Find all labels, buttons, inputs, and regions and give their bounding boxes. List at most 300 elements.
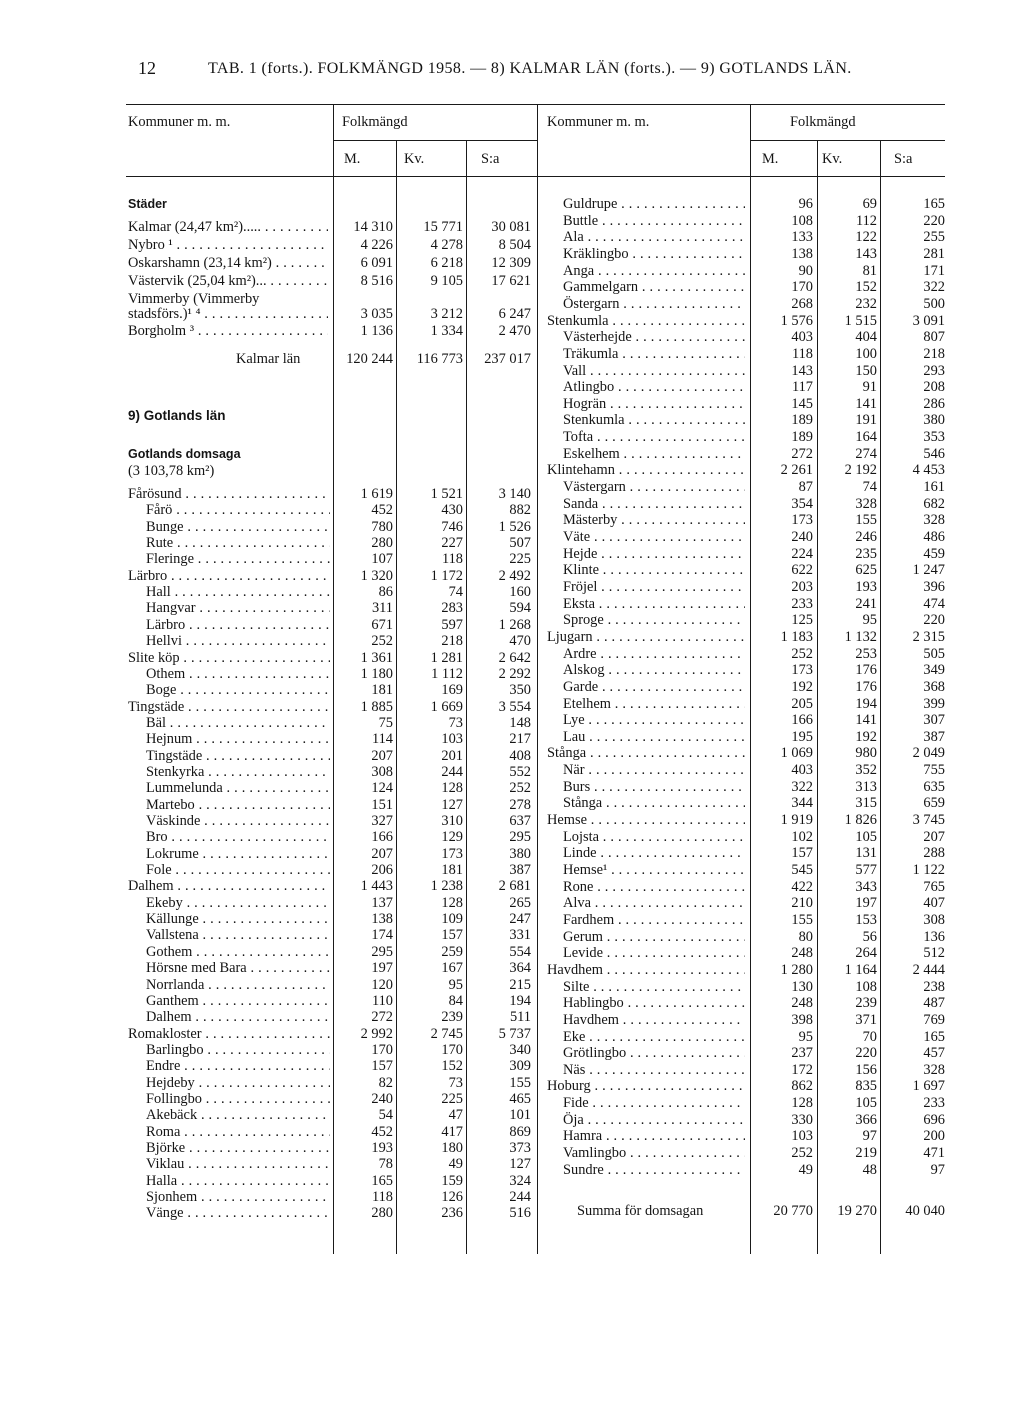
commune-name: Fårö . . .	[146, 501, 330, 519]
commune-sa: 512	[923, 945, 945, 962]
city-kv: 4 278	[430, 237, 463, 253]
city-m: 8 516	[360, 273, 393, 289]
commune-m: 181	[371, 682, 393, 699]
commune-m: 344	[791, 795, 813, 812]
commune-m: 49	[798, 1161, 813, 1178]
commune-sa: 507	[509, 535, 531, 552]
commune-sa: 2 492	[498, 567, 531, 584]
commune-m: 189	[791, 412, 813, 429]
lan-total-label: Kalmar län	[236, 351, 301, 367]
commune-m: 272	[371, 1009, 393, 1026]
commune-kv: 47	[448, 1107, 463, 1124]
city-kv: 3 212	[430, 306, 463, 322]
commune-name: Vallstena . . .	[146, 926, 330, 944]
city-name: Kalmar (24,47 km²)..... . . .	[128, 218, 328, 236]
city-name: Borgholm ³ . . .	[128, 322, 328, 340]
commune-kv: 313	[855, 778, 877, 795]
commune-name: Atlingbo . . .	[563, 378, 745, 396]
commune-sa: 380	[923, 412, 945, 429]
commune-kv: 1 521	[430, 486, 463, 502]
commune-kv: 328	[855, 495, 877, 512]
city-m: 3 035	[360, 306, 393, 322]
commune-kv: 81	[862, 262, 877, 279]
commune-kv: 127	[441, 796, 463, 813]
commune-sa: 807	[923, 329, 945, 346]
commune-m: 1 069	[780, 745, 813, 762]
commune-m: 1 576	[780, 312, 813, 329]
commune-kv: 246	[855, 529, 877, 545]
commune-m: 272	[791, 445, 813, 462]
commune-kv: 69	[862, 196, 877, 212]
commune-kv: 232	[855, 295, 877, 312]
commune-m: 138	[371, 911, 393, 928]
commune-m: 237	[791, 1045, 813, 1062]
commune-m: 224	[791, 545, 813, 562]
commune-sa: 396	[923, 578, 945, 595]
commune-name: Dalhem . . .	[146, 1008, 330, 1026]
summa-label: Summa för domsagan	[577, 1203, 704, 1219]
commune-sa: 487	[923, 995, 945, 1012]
commune-name: Viklau . . .	[146, 1155, 330, 1173]
commune-kv: 1 172	[430, 567, 463, 584]
commune-kv: 167	[441, 960, 463, 977]
commune-kv: 105	[855, 1095, 877, 1112]
commune-name: Bäl . . .	[146, 714, 330, 732]
commune-m: 422	[791, 878, 813, 895]
commune-name: Fårösund . . .	[128, 485, 330, 503]
commune-kv: 128	[441, 780, 463, 797]
commune-m: 174	[371, 927, 393, 944]
commune-name: Hörsne med Bara . . .	[146, 959, 330, 977]
city-name: stadsförs.)¹ ⁴ . . .	[128, 305, 328, 323]
commune-m: 203	[791, 578, 813, 595]
commune-name: Alva . . .	[563, 894, 745, 912]
page-header	[138, 58, 968, 84]
commune-name: Martebo . . .	[146, 796, 330, 814]
commune-kv: 129	[441, 829, 463, 846]
commune-sa: 328	[923, 512, 945, 529]
city-m: 14 310	[353, 219, 393, 235]
column-head-kv: Kv.	[404, 151, 425, 167]
commune-m: 173	[791, 512, 813, 529]
commune-name: Bunge . . .	[146, 518, 330, 536]
commune-sa: 2 642	[498, 649, 531, 666]
commune-kv: 74	[448, 584, 463, 601]
commune-m: 145	[791, 395, 813, 412]
commune-m: 54	[378, 1107, 393, 1124]
commune-m: 157	[371, 1058, 393, 1075]
commune-m: 252	[791, 645, 813, 662]
domsaga-area: (3 103,78 km²)	[128, 463, 215, 479]
commune-m: 545	[791, 862, 813, 878]
commune-sa: 2 681	[498, 878, 531, 895]
commune-sa: 217	[509, 731, 531, 748]
commune-sa: 160	[509, 584, 531, 601]
commune-sa: 331	[509, 927, 531, 944]
commune-m: 110	[371, 992, 393, 1009]
section-heading-gotland: 9) Gotlands län	[128, 408, 226, 423]
commune-name: Havdhem . . .	[547, 961, 745, 979]
commune-kv: 181	[441, 862, 463, 879]
commune-name: Havdhem . . .	[563, 1011, 745, 1029]
commune-name: Tofta . . .	[563, 428, 745, 446]
commune-name: Levide . . .	[563, 944, 745, 962]
commune-name: Fide . . .	[563, 1094, 745, 1112]
commune-sa: 682	[923, 495, 945, 512]
col-divider	[466, 140, 467, 1254]
commune-m: 80	[798, 928, 813, 945]
commune-kv: 1 515	[844, 312, 877, 329]
commune-name: Väte . . .	[563, 528, 745, 546]
col-divider	[750, 104, 751, 1254]
city-name: Nybro ¹ . . .	[128, 236, 328, 254]
commune-kv: 100	[855, 345, 877, 362]
commune-kv: 227	[441, 535, 463, 552]
commune-name: Tingstäde . . .	[128, 698, 330, 716]
commune-name: Eksta . . .	[563, 595, 745, 613]
commune-m: 155	[791, 911, 813, 928]
lan-total-sa: 237 017	[484, 351, 531, 367]
commune-m: 240	[791, 529, 813, 545]
commune-name: Fardhem . . .	[563, 911, 745, 929]
commune-name: Silte . . .	[563, 978, 745, 996]
commune-name: När . . .	[563, 761, 745, 779]
commune-kv: 164	[855, 429, 877, 446]
table-title: TAB. 1 (forts.). FOLKMÄNGD 1958. — 8) KALMAR LÄN (forts.). — 9) GOTLANDS LÄN.	[208, 60, 852, 77]
commune-sa: 307	[923, 712, 945, 729]
commune-m: 308	[371, 763, 393, 780]
commune-m: 671	[371, 616, 393, 633]
commune-kv: 235	[855, 545, 877, 562]
commune-kv: 153	[855, 911, 877, 928]
commune-sa: 869	[509, 1123, 531, 1140]
commune-kv: 430	[441, 502, 463, 519]
commune-m: 138	[791, 245, 813, 262]
commune-sa: 500	[923, 295, 945, 312]
commune-name: Lye . . .	[563, 711, 745, 729]
section-heading-domsaga: Gotlands domsaga	[128, 447, 241, 461]
commune-m: 157	[791, 845, 813, 862]
commune-sa: 265	[509, 894, 531, 911]
city-m: 1 136	[360, 323, 393, 339]
commune-kv: 1 238	[430, 878, 463, 895]
commune-kv: 1 112	[431, 665, 463, 682]
commune-sa: 407	[923, 895, 945, 912]
commune-kv: 315	[855, 795, 877, 812]
column-head-folkmangd-left: Folkmängd	[342, 114, 408, 130]
col-divider	[880, 140, 881, 1254]
commune-m: 86	[378, 584, 393, 601]
commune-name: Guldrupe . . .	[563, 195, 745, 213]
commune-sa: 220	[923, 212, 945, 229]
commune-kv: 109	[441, 911, 463, 928]
column-head-m: M.	[344, 151, 361, 167]
commune-m: 398	[791, 1011, 813, 1028]
commune-sa: 659	[923, 795, 945, 812]
commune-m: 102	[791, 828, 813, 845]
commune-sa: 3 745	[912, 812, 945, 829]
commune-kv: 366	[855, 1111, 877, 1128]
commune-name: Norrlanda . . .	[146, 976, 330, 994]
commune-m: 1 919	[780, 812, 813, 829]
commune-m: 193	[371, 1140, 393, 1156]
commune-kv: 225	[441, 1090, 463, 1107]
commune-m: 78	[378, 1156, 393, 1173]
column-head-right: Kommuner m. m.	[547, 114, 650, 130]
commune-m: 403	[791, 329, 813, 346]
commune-kv: 241	[855, 595, 877, 612]
commune-sa: 1 247	[912, 562, 945, 579]
commune-sa: 295	[509, 829, 531, 846]
commune-name: Boge . . .	[146, 681, 330, 699]
commune-m: 862	[791, 1078, 813, 1095]
commune-sa: 349	[923, 662, 945, 679]
commune-name: Näs . . .	[563, 1061, 745, 1079]
commune-name: Stenkyrka . . .	[146, 763, 330, 781]
commune-kv: 152	[441, 1058, 463, 1075]
city-kv: 15 771	[423, 219, 463, 235]
commune-kv: 128	[441, 894, 463, 911]
commune-kv: 253	[855, 645, 877, 662]
page-number: 12	[138, 58, 156, 78]
commune-sa: 368	[923, 678, 945, 695]
commune-sa: 252	[509, 780, 531, 797]
commune-m: 170	[791, 279, 813, 296]
commune-m: 107	[371, 551, 393, 568]
commune-m: 452	[371, 1123, 393, 1140]
commune-name: Endre . . .	[146, 1057, 330, 1075]
commune-name: Stenkumla . . .	[563, 411, 745, 429]
commune-m: 195	[791, 728, 813, 745]
commune-sa: 220	[923, 612, 945, 629]
commune-name: Lummelunda . . .	[146, 779, 330, 797]
commune-sa: 459	[923, 545, 945, 562]
commune-kv: 264	[855, 945, 877, 962]
commune-m: 2 992	[360, 1025, 393, 1042]
commune-sa: 238	[923, 978, 945, 995]
commune-name: Björke . . .	[146, 1139, 330, 1157]
commune-name: Lärbro . . .	[128, 567, 330, 585]
col-divider	[333, 104, 334, 1254]
commune-kv: 108	[855, 978, 877, 995]
commune-m: 75	[378, 714, 393, 731]
commune-m: 206	[371, 862, 393, 879]
commune-sa: 127	[509, 1156, 531, 1173]
commune-m: 280	[371, 535, 393, 552]
commune-m: 1 619	[360, 486, 393, 502]
commune-sa: 474	[923, 595, 945, 612]
commune-name: Ardre . . .	[563, 645, 745, 663]
commune-sa: 471	[923, 1145, 945, 1162]
commune-name: Hellvi . . .	[146, 632, 330, 650]
commune-name: Lau . . .	[563, 728, 745, 746]
commune-sa: 288	[923, 845, 945, 862]
commune-m: 170	[371, 1041, 393, 1058]
commune-m: 452	[371, 502, 393, 519]
commune-kv: 1 669	[430, 698, 463, 715]
commune-kv: 152	[855, 279, 877, 296]
city-sa: 8 504	[498, 237, 531, 253]
commune-kv: 193	[855, 578, 877, 595]
commune-name: Bro . . .	[146, 828, 330, 846]
commune-kv: 73	[448, 1074, 463, 1091]
commune-sa: 233	[923, 1095, 945, 1112]
commune-sa: 505	[923, 645, 945, 662]
commune-kv: 122	[855, 229, 877, 246]
commune-m: 248	[791, 945, 813, 962]
commune-sa: 353	[923, 429, 945, 446]
commune-kv: 244	[441, 763, 463, 780]
commune-name: Burs . . .	[563, 778, 745, 796]
city-kv: 1 334	[430, 323, 463, 339]
commune-kv: 56	[862, 928, 877, 945]
commune-name: Fole . . .	[146, 861, 330, 879]
commune-m: 780	[371, 518, 393, 535]
commune-sa: 324	[509, 1172, 531, 1189]
commune-m: 207	[371, 845, 393, 862]
commune-kv: 236	[441, 1205, 463, 1222]
summa-kv: 19 270	[837, 1203, 877, 1219]
summa-sa: 40 040	[905, 1203, 945, 1219]
commune-kv: 343	[855, 878, 877, 895]
city-sa: 12 309	[491, 255, 531, 271]
city-m: 6 091	[360, 255, 393, 271]
commune-name: Hablingbo . . .	[563, 994, 745, 1012]
commune-m: 1 180	[360, 665, 393, 682]
commune-sa: 97	[930, 1161, 945, 1178]
commune-sa: 755	[923, 762, 945, 779]
commune-name: Buttle . . .	[563, 212, 745, 230]
commune-sa: 5 737	[498, 1025, 531, 1042]
commune-name: Lojsta . . .	[563, 828, 745, 846]
commune-kv: 84	[448, 992, 463, 1009]
commune-name: Klinte . . .	[563, 561, 745, 579]
commune-sa: 194	[509, 992, 531, 1009]
commune-name: Rute . . .	[146, 534, 330, 552]
commune-m: 114	[371, 731, 393, 748]
commune-m: 268	[791, 295, 813, 312]
commune-sa: 286	[923, 395, 945, 412]
commune-kv: 180	[441, 1140, 463, 1156]
commune-sa: 309	[509, 1058, 531, 1075]
commune-name: Hemse . . .	[547, 811, 745, 829]
commune-m: 118	[791, 345, 813, 362]
commune-name: Öja . . .	[563, 1111, 745, 1129]
city-m: 4 226	[360, 237, 393, 253]
commune-m: 118	[371, 1189, 393, 1206]
commune-name: Alskog . . .	[563, 661, 745, 679]
commune-name: Barlingbo . . .	[146, 1041, 330, 1059]
commune-name: Hemse¹ . . .	[563, 861, 745, 879]
commune-m: 130	[791, 978, 813, 995]
commune-m: 252	[371, 633, 393, 650]
commune-name: Stenkumla . . .	[547, 312, 745, 330]
commune-m: 166	[371, 829, 393, 846]
commune-m: 151	[371, 796, 393, 813]
commune-name: Östergarn . . .	[563, 295, 745, 313]
commune-name: Västergarn . . .	[563, 478, 745, 496]
commune-name: Hall . . .	[146, 583, 330, 601]
commune-name: Källunge . . .	[146, 910, 330, 928]
city-sa: 2 470	[498, 323, 531, 339]
commune-name: Västerhejde . . .	[563, 328, 745, 346]
commune-sa: 457	[923, 1045, 945, 1062]
commune-sa: 696	[923, 1111, 945, 1128]
commune-sa: 165	[923, 196, 945, 212]
commune-kv: 112	[855, 212, 877, 229]
column-head-sa: S:a	[894, 151, 913, 167]
commune-kv: 283	[441, 600, 463, 617]
commune-kv: 746	[441, 518, 463, 535]
commune-sa: 225	[509, 551, 531, 568]
commune-kv: 239	[441, 1009, 463, 1026]
commune-name: Vall . . .	[563, 362, 745, 380]
commune-name: Gothem . . .	[146, 943, 330, 961]
commune-kv: 2 192	[844, 462, 877, 479]
commune-m: 166	[791, 712, 813, 729]
commune-sa: 165	[923, 1028, 945, 1045]
commune-sa: 3 140	[498, 486, 531, 502]
commune-sa: 148	[509, 714, 531, 731]
commune-m: 207	[371, 747, 393, 764]
commune-m: 117	[791, 379, 813, 396]
commune-kv: 74	[862, 479, 877, 496]
commune-sa: 218	[923, 345, 945, 362]
commune-kv: 191	[855, 412, 877, 429]
commune-kv: 118	[441, 551, 463, 568]
commune-name: Hejnum . . .	[146, 730, 330, 748]
commune-sa: 244	[509, 1189, 531, 1206]
commune-m: 210	[791, 895, 813, 912]
commune-kv: 141	[855, 712, 877, 729]
commune-m: 1 443	[360, 878, 393, 895]
lan-total-kv: 116 773	[416, 351, 463, 367]
commune-sa: 1 697	[912, 1078, 945, 1095]
commune-name: Tingstäde . . .	[146, 747, 330, 765]
commune-m: 172	[791, 1061, 813, 1078]
commune-kv: 417	[441, 1123, 463, 1140]
commune-name: Hejdeby . . .	[146, 1074, 330, 1092]
commune-name: Sproge . . .	[563, 611, 745, 629]
commune-kv: 201	[441, 747, 463, 764]
commune-m: 403	[791, 762, 813, 779]
commune-name: Lärbro . . .	[146, 616, 330, 634]
commune-name: Follingbo . . .	[146, 1090, 330, 1108]
commune-m: 143	[791, 362, 813, 379]
commune-kv: 625	[855, 562, 877, 579]
commune-kv: 156	[855, 1061, 877, 1078]
commune-kv: 155	[855, 512, 877, 529]
commune-kv: 103	[441, 731, 463, 748]
commune-name: Slite köp . . .	[128, 649, 330, 667]
commune-name: Kräklingbo . . .	[563, 245, 745, 263]
commune-m: 2 261	[780, 462, 813, 479]
commune-m: 165	[371, 1172, 393, 1189]
top-rule	[126, 104, 945, 105]
commune-m: 192	[791, 678, 813, 695]
commune-m: 1 280	[780, 961, 813, 978]
commune-sa: 171	[923, 262, 945, 279]
commune-sa: 637	[509, 813, 531, 829]
commune-kv: 170	[441, 1041, 463, 1058]
commune-name: Fröjel . . .	[563, 578, 745, 596]
commune-kv: 1 164	[844, 961, 877, 978]
commune-sa: 308	[923, 911, 945, 928]
commune-kv: 48	[862, 1161, 877, 1178]
commune-kv: 159	[441, 1172, 463, 1189]
commune-kv: 274	[855, 445, 877, 462]
commune-name: Ekeby . . .	[146, 894, 330, 912]
